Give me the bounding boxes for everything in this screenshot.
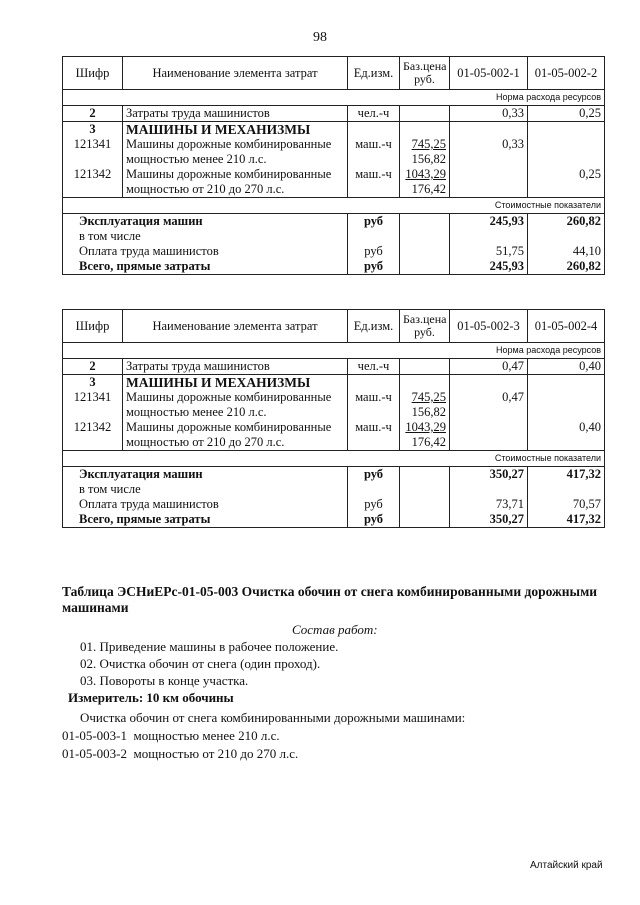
cost-name: Эксплуатация машин [63,467,348,483]
norm-table-2 [62,309,605,528]
machine-wage: 156,82 [411,152,446,166]
labor-b: 0,25 [528,106,605,122]
section-name: МАШИНЫ И МЕХАНИЗМЫ [123,122,348,138]
cost-name: Всего, прямые затраты [63,512,348,528]
machine-b [528,137,605,167]
header-price: Баз.цена руб. [400,310,450,343]
section-code: 3 [63,122,123,138]
header-unit: Ед.изм. [348,310,400,343]
cost-a: 245,93 [450,214,528,230]
work-item: 03. Повороты в конце участка. [80,673,249,688]
machine-price: 745,25 [411,390,446,404]
header-col-a: 01-05-002-1 [450,57,528,90]
variant-code: 01-05-003-2 [62,746,127,761]
footer-region: Алтайский край [530,860,603,871]
subheader-resources: Норма расхода ресурсов [63,343,605,359]
machine-name-line1: Машины дорожные комбинированные [126,167,332,181]
header-code: Шифр [63,57,123,90]
norm-table-1 [62,56,605,275]
labor-unit: чел.-ч [348,359,400,375]
cost-name: Всего, прямые затраты [63,259,348,275]
cost-name: в том числе [63,229,348,244]
machine-code: 121342 [63,420,123,451]
meter: Измеритель: 10 км обочины [68,690,234,705]
variant-row [62,728,280,744]
machine-code: 121341 [63,390,123,420]
machine-name-line1: Машины дорожные комбинированные [126,390,332,404]
intro-text: Очистка обочин от снега комбинированными дорожными машинами: [80,710,466,725]
cost-a: 51,75 [450,244,528,259]
machine-unit: маш.-ч [348,167,400,198]
subheader-costs: Стоимостные показатели [63,198,605,214]
machine-code: 121341 [63,137,123,167]
header-name: Наименование элемента затрат [123,310,348,343]
cost-a: 350,27 [450,512,528,528]
labor-a: 0,33 [450,106,528,122]
machine-a [450,420,528,451]
subheader-costs: Стоимостные показатели [63,451,605,467]
cost-a: 73,71 [450,497,528,512]
cost-name: Оплата труда машинистов [63,244,348,259]
cost-a: 350,27 [450,467,528,483]
header-unit: Ед.изм. [348,57,400,90]
cost-unit: руб [348,512,400,528]
machine-name-line2: мощностью менее 210 л.с. [126,152,267,166]
labor-a: 0,47 [450,359,528,375]
machine-b [528,390,605,420]
cost-unit: руб [348,259,400,275]
labor-b: 0,40 [528,359,605,375]
machine-a [450,167,528,198]
section-title: Таблица ЭСНиЕРс-01-05-003 Очистка обочин от снега комбинированными дорожными машинами [62,584,598,615]
machine-price: 1043,29 [405,167,446,181]
machine-a: 0,33 [450,137,528,167]
machine-name-line1: Машины дорожные комбинированные [126,137,332,151]
labor-code: 2 [63,106,123,122]
variant-code: 01-05-003-1 [62,728,127,743]
machine-b: 0,25 [528,167,605,198]
machine-unit: маш.-ч [348,137,400,167]
machine-price: 745,25 [411,137,446,151]
header-col-a: 01-05-002-3 [450,310,528,343]
variant-text: мощностью менее 210 л.с. [133,728,280,743]
variant-text: мощностью от 210 до 270 л.с. [133,746,299,761]
cost-unit: руб [348,467,400,483]
cost-b: 44,10 [528,244,605,259]
cost-b: 260,82 [528,259,605,275]
machine-code: 121342 [63,167,123,198]
machine-wage: 176,42 [411,182,446,196]
cost-unit: руб [348,244,400,259]
cost-b: 70,57 [528,497,605,512]
header-name: Наименование элемента затрат [123,57,348,90]
cost-b: 417,32 [528,512,605,528]
section-name: МАШИНЫ И МЕХАНИЗМЫ [123,375,348,391]
machine-b: 0,40 [528,420,605,451]
labor-name: Затраты труда машинистов [123,359,348,375]
machine-name-line2: мощностью менее 210 л.с. [126,405,267,419]
cost-name: Эксплуатация машин [63,214,348,230]
cost-b: 417,32 [528,467,605,483]
machine-unit: маш.-ч [348,390,400,420]
machine-wage: 176,42 [411,435,446,449]
section-code: 3 [63,375,123,391]
header-col-b: 01-05-002-4 [528,310,605,343]
cost-a: 245,93 [450,259,528,275]
labor-code: 2 [63,359,123,375]
header-price: Баз.цена руб. [400,57,450,90]
cost-name: Оплата труда машинистов [63,497,348,512]
machine-name-line2: мощностью от 210 до 270 л.с. [126,435,285,449]
machine-a: 0,47 [450,390,528,420]
cost-b: 260,82 [528,214,605,230]
page-number: 98 [313,30,327,45]
machine-unit: маш.-ч [348,420,400,451]
work-item: 01. Приведение машины в рабочее положение. [80,639,339,654]
cost-name: в том числе [63,482,348,497]
work-item: 02. Очистка обочин от снега (один проход). [80,656,321,671]
subheader-resources: Норма расхода ресурсов [63,90,605,106]
work-heading: Состав работ: [292,622,378,637]
labor-unit: чел.-ч [348,106,400,122]
header-code: Шифр [63,310,123,343]
labor-name: Затраты труда машинистов [123,106,348,122]
machine-price: 1043,29 [405,420,446,434]
machine-name-line2: мощностью от 210 до 270 л.с. [126,182,285,196]
cost-unit: руб [348,497,400,512]
variant-row [62,746,298,762]
machine-name-line1: Машины дорожные комбинированные [126,420,332,434]
cost-unit: руб [348,214,400,230]
header-col-b: 01-05-002-2 [528,57,605,90]
machine-wage: 156,82 [411,405,446,419]
